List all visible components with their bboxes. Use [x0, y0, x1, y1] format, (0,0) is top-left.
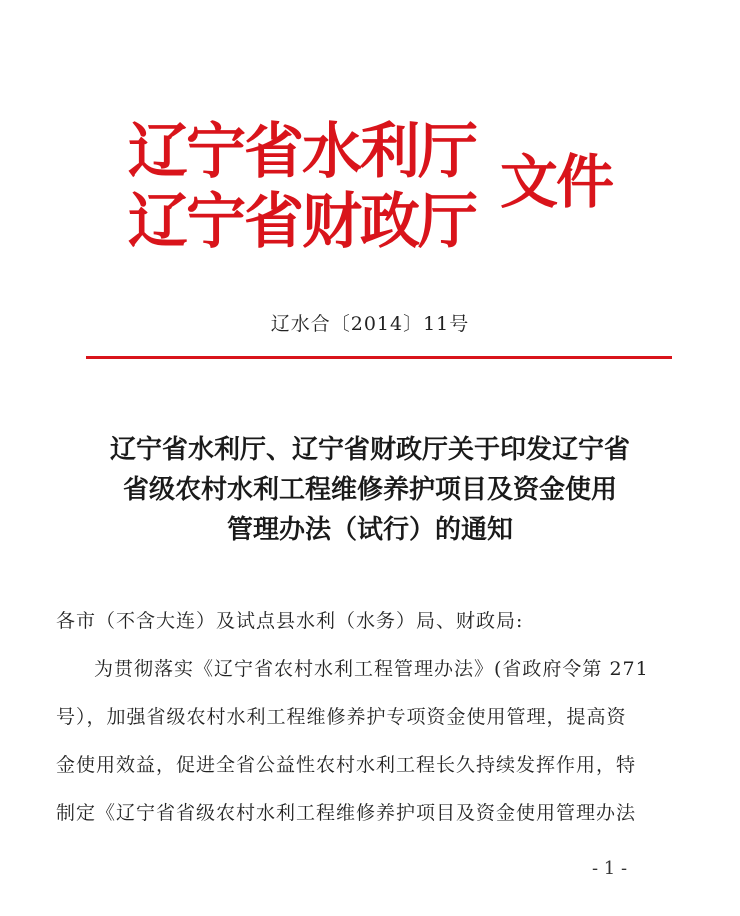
header-divider	[86, 356, 672, 359]
document-word: 文件	[500, 148, 613, 216]
addressee-line: 各市（不含大连）及试点县水利（水务）局、财政局:	[56, 610, 524, 632]
body-line: 为贯彻落实《辽宁省农村水利工程管理办法》(省政府令第 271	[94, 658, 649, 680]
issuer-water-resources: 辽宁省水利厅	[128, 117, 476, 187]
issuer-finance: 辽宁省财政厅	[128, 187, 476, 257]
title-line: 省级农村水利工程维修养护项目及资金使用	[122, 475, 617, 505]
notice-title	[60, 430, 680, 550]
document-number: 辽水合〔2014〕11号	[270, 313, 470, 335]
body-line: 金使用效益，促进全省公益性农村水利工程长久持续发挥作用，特	[56, 754, 637, 776]
title-line: 管理办法（试行）的通知	[226, 515, 513, 545]
notice-body	[56, 606, 696, 846]
page-number: - 1 -	[592, 858, 628, 879]
body-line: 号），加强省级农村水利工程维修养护专项资金使用管理，提高资	[56, 706, 627, 728]
issuer-header	[128, 118, 488, 258]
title-line: 辽宁省水利厅、辽宁省财政厅关于印发辽宁省	[109, 435, 630, 465]
body-line: 制定《辽宁省省级农村水利工程维修养护项目及资金使用管理办法	[56, 802, 637, 824]
